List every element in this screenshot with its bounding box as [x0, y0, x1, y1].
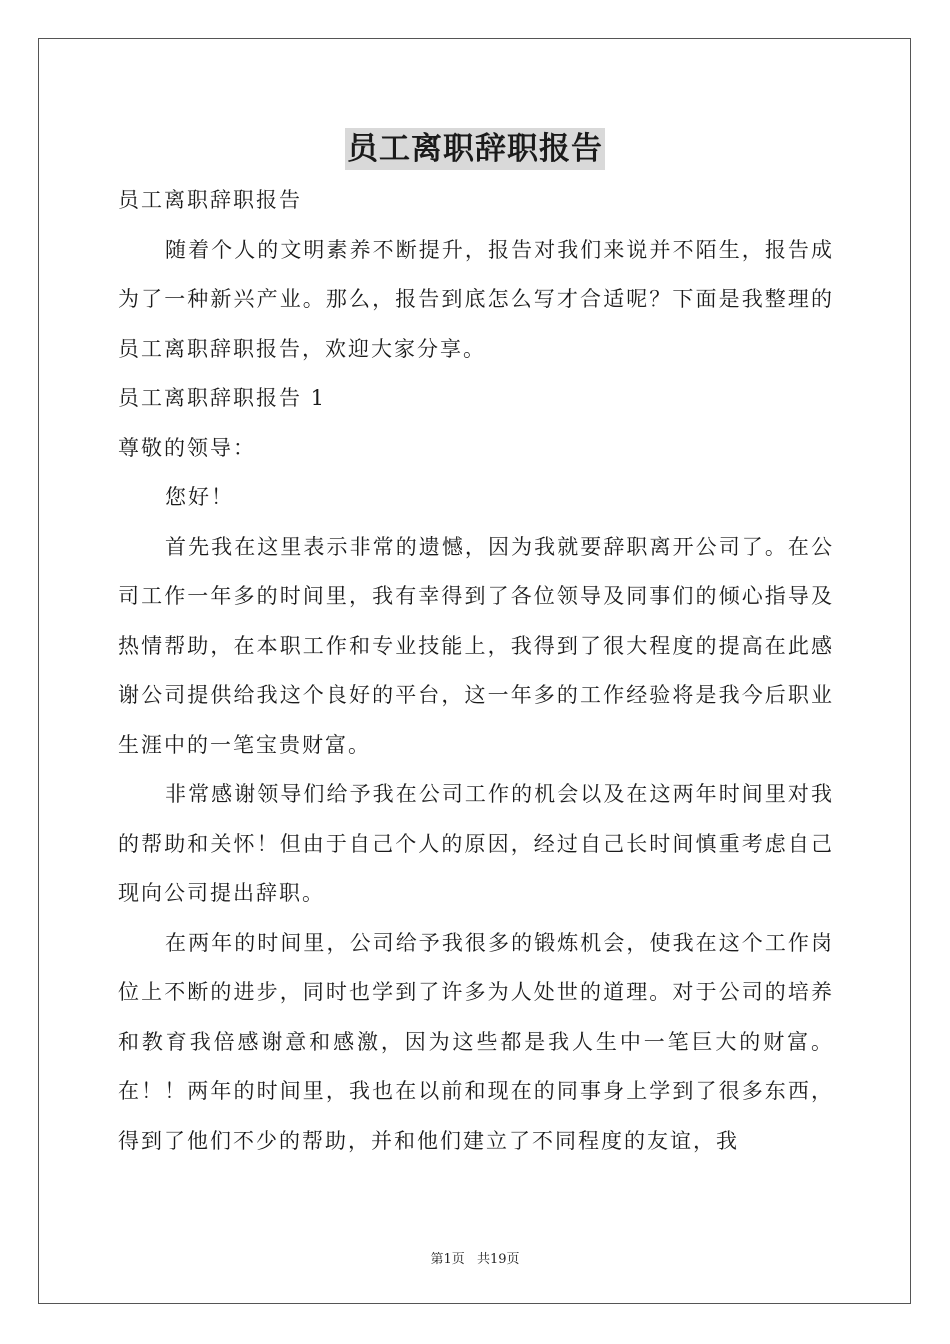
document-body — [118, 176, 834, 1166]
body-paragraph: 首先我在这里表示非常的遗憾，因为我就要辞职离开公司了。在公司工作一年多的时间里，我有幸得到了各位领导及同事们的倾心指导及热情帮助，在本职工作和专业技能上，我得到了很大程度的提高在此感谢公司提供给我这个良好的平台，这一年多的工作经验将是我今后职业生涯中的一笔宝贵财富。 — [118, 534, 834, 757]
page-total: 共19页 — [476, 1252, 520, 1267]
section-heading: 员工离职辞职报告 1 — [118, 386, 327, 410]
body-paragraph: 在两年的时间里，公司给予我很多的锻炼机会，使我在这个工作岗位上不断的进步，同时也学到了许多为人处世的道理。对于公司的培养和教育我倍感谢意和感激，因为这些都是我人生中一笔巨大的财富。在！！两年的时间里，我也在以前和现在的同事身上学到了很多东西，得到了他们不少的帮助，并和他们建立了不同程度的友谊，我 — [118, 930, 834, 1153]
title-container — [0, 128, 950, 170]
subtitle: 员工离职辞职报告 — [118, 188, 302, 212]
intro-paragraph: 随着个人的文明素养不断提升，报告对我们来说并不陌生，报告成为了一种新兴产业。那么，报告到底怎么写才合适呢？下面是我整理的员工离职辞职报告，欢迎大家分享。 — [118, 237, 834, 361]
body-paragraph: 非常感谢领导们给予我在公司工作的机会以及在这两年时间里对我的帮助和关怀！但由于自己个人的原因，经过自己长时间慎重考虑自己现向公司提出辞职。 — [118, 782, 834, 905]
greeting: 您好！ — [165, 485, 234, 509]
page-footer — [0, 1248, 950, 1267]
page-number: 第1页 — [430, 1252, 465, 1267]
document-title: 员工离职辞职报告 — [345, 128, 605, 170]
salutation: 尊敬的领导： — [118, 435, 256, 460]
